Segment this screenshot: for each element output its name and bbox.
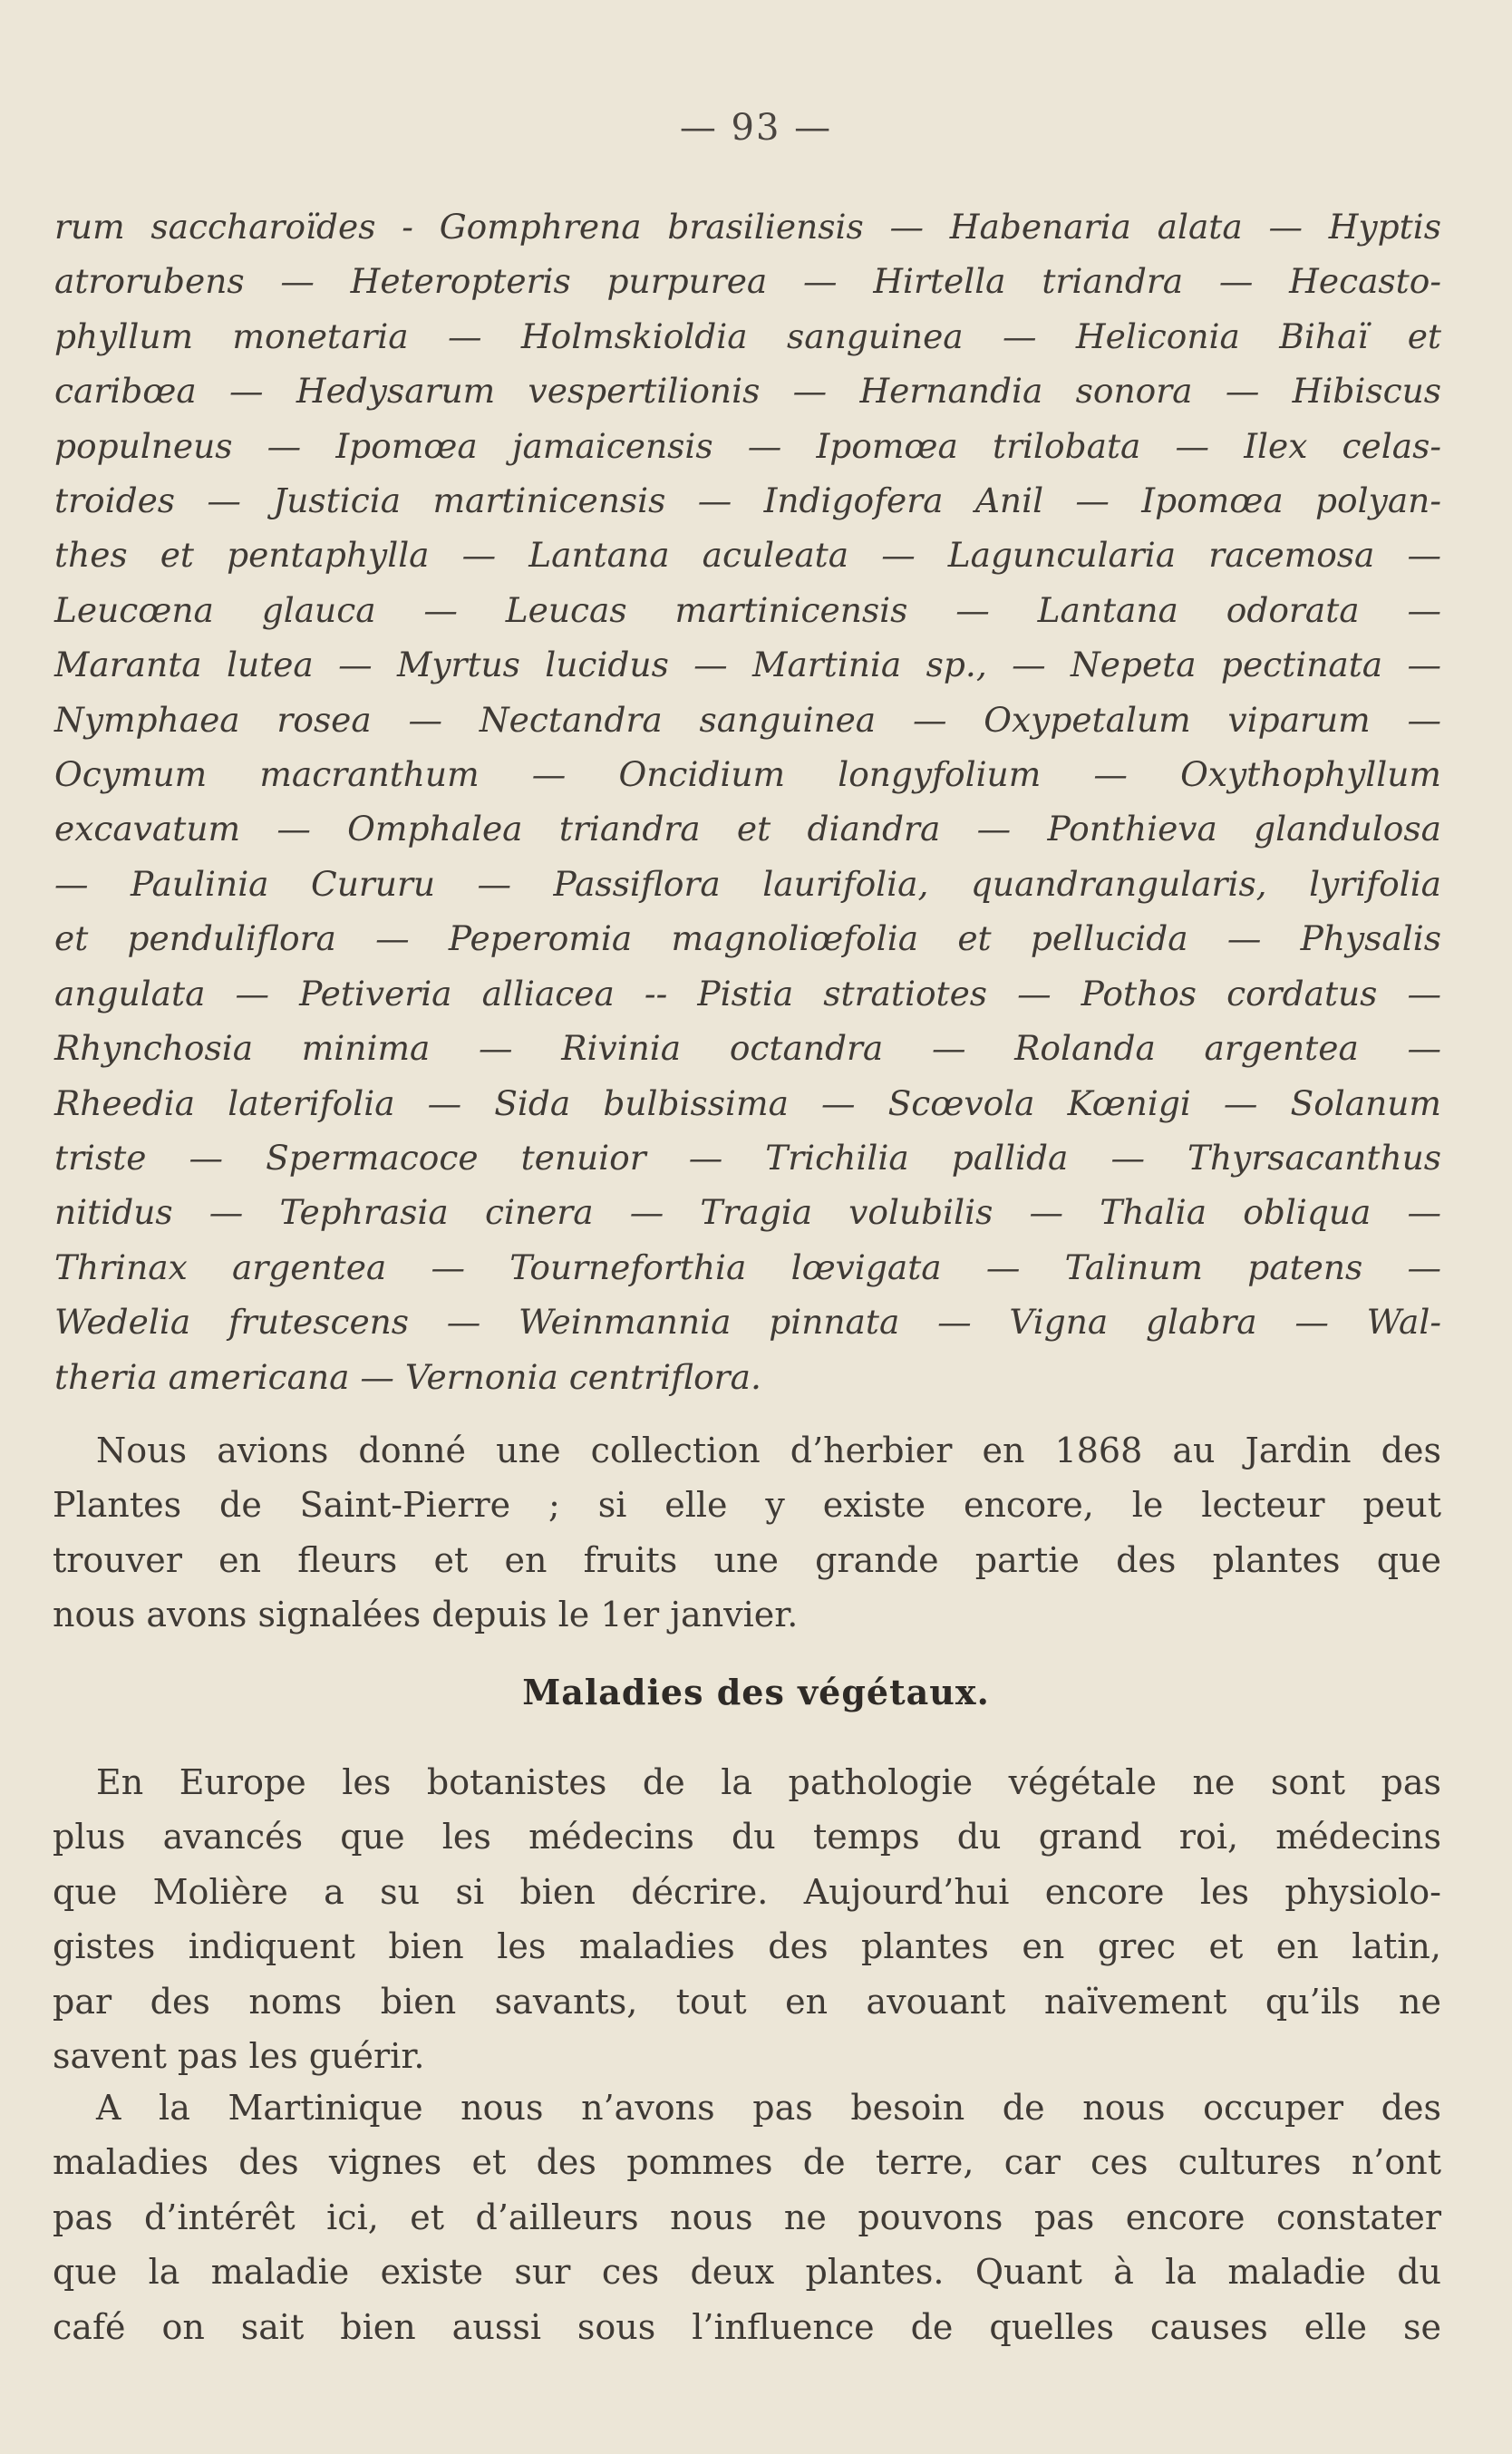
paragraph-line: En Europe les botanistes de la pathologie végétale ne sont pas	[96, 1762, 1441, 1802]
paragraph-line: nous avons signalées depuis le 1er janvier.	[53, 1595, 799, 1635]
paragraph-martinique	[53, 2081, 1441, 2354]
paragraph-line: par des noms bien savants, tout en avouant naïvement qu’ils ne	[53, 1981, 1441, 2022]
species-line: Leucœna glauca — Leucas martinicensis — Lantana odorata —	[54, 589, 1441, 630]
species-line: Thrinax argentea — Tourneforthia lœvigata — Talinum patens —	[54, 1246, 1441, 1287]
paragraph-line: café on sait bien aussi sous l’influence de quelles causes elle se	[53, 2306, 1441, 2347]
species-line: thes et pentaphylla — Lantana aculeata — Laguncularia racemosa —	[54, 535, 1441, 576]
paragraph-herbier	[53, 1423, 1441, 1643]
species-line: Wedelia frutescens — Weinmannia pinnata — Vigna glabra — Wal-	[54, 1302, 1441, 1343]
species-line: Ocymum macranthum — Oncidium longyfolium — Oxythophyllum	[54, 754, 1441, 795]
species-line: angulata — Petiveria alliacea -- Pistia stratiotes — Pothos cordatus —	[54, 973, 1441, 1014]
species-line: populneus — Ipomœa jamaicensis — Ipomœa trilobata — Ilex celas-	[54, 425, 1441, 466]
species-line: rum saccharoïdes - Gomphrena brasiliensis — Habenaria alata — Hyptis	[54, 207, 1441, 247]
paragraph-line: que la maladie existe sur ces deux plantes. Quant à la maladie du	[53, 2252, 1441, 2293]
species-line: Rhynchosia minima — Rivinia octandra — Rolanda argentea —	[54, 1028, 1441, 1069]
paragraph-line: gistes indiquent bien les maladies des plantes en grec et en latin,	[53, 1926, 1441, 1967]
species-line: Maranta lutea — Myrtus lucidus — Martinia sp., — Nepeta pectinata —	[54, 645, 1441, 685]
paragraph-line: savent pas les guérir.	[53, 2036, 425, 2077]
species-line: Rheedia laterifolia — Sida bulbissima — Scœvola Kœnigi — Solanum	[54, 1082, 1441, 1123]
page-number: — 93 —	[679, 107, 833, 149]
paragraph-line: Plantes de Saint-Pierre ; si elle y existe encore, le lecteur peut	[53, 1485, 1441, 1526]
species-line: nitidus — Tephrasia cinera — Tragia volubilis — Thalia obliqua —	[54, 1192, 1441, 1233]
species-line: — Paulinia Cururu — Passiflora laurifolia, quandrangularis, lyrifolia	[54, 863, 1441, 904]
species-line: triste — Spermacoce tenuior — Trichilia pallida — Thyrsacanthus	[54, 1137, 1441, 1178]
species-list	[54, 199, 1441, 1404]
paragraph-line: A la Martinique nous n’avons pas besoin de nous occuper des	[96, 2088, 1441, 2128]
paragraph-europe	[53, 1755, 1441, 2083]
species-line: phyllum monetaria — Holmskioldia sanguinea — Heliconia Bihaï et	[54, 315, 1441, 356]
paragraph-line: plus avancés que les médecins du temps du grand roi, médecins	[53, 1817, 1441, 1857]
species-line: caribœa — Hedysarum vespertilionis — Hernandia sonora — Hibiscus	[54, 371, 1441, 412]
paragraph-line: trouver en fleurs et en fruits une grande partie des plantes que	[53, 1539, 1441, 1580]
species-line: atrorubens — Heteropteris purpurea — Hirtella triandra — Hecasto-	[54, 261, 1441, 302]
paragraph-line: que Molière a su si bien décrire. Aujourd’hui encore les physiolo-	[53, 1871, 1441, 1912]
section-heading: Maladies des végétaux.	[522, 1672, 990, 1712]
species-line: Nymphaea rosea — Nectandra sanguinea — Oxypetalum viparum —	[54, 699, 1441, 740]
species-line: troides — Justicia martinicensis — Indigofera Anil — Ipomœa polyan-	[54, 480, 1441, 521]
paragraph-line: pas d’intérêt ici, et d’ailleurs nous ne pouvons pas encore constater	[53, 2197, 1441, 2237]
species-line: theria americana — Vernonia centriflora.	[54, 1356, 761, 1397]
species-line: excavatum — Omphalea triandra et diandra — Ponthieva glandulosa	[54, 809, 1441, 849]
paragraph-line: Nous avions donné une collection d’herbier en 1868 au Jardin des	[96, 1431, 1441, 1470]
species-line: et penduliflora — Peperomia magnoliœfolia et pellucida — Physalis	[54, 918, 1441, 959]
paragraph-line: maladies des vignes et des pommes de terre, car ces cultures n’ont	[53, 2142, 1441, 2183]
